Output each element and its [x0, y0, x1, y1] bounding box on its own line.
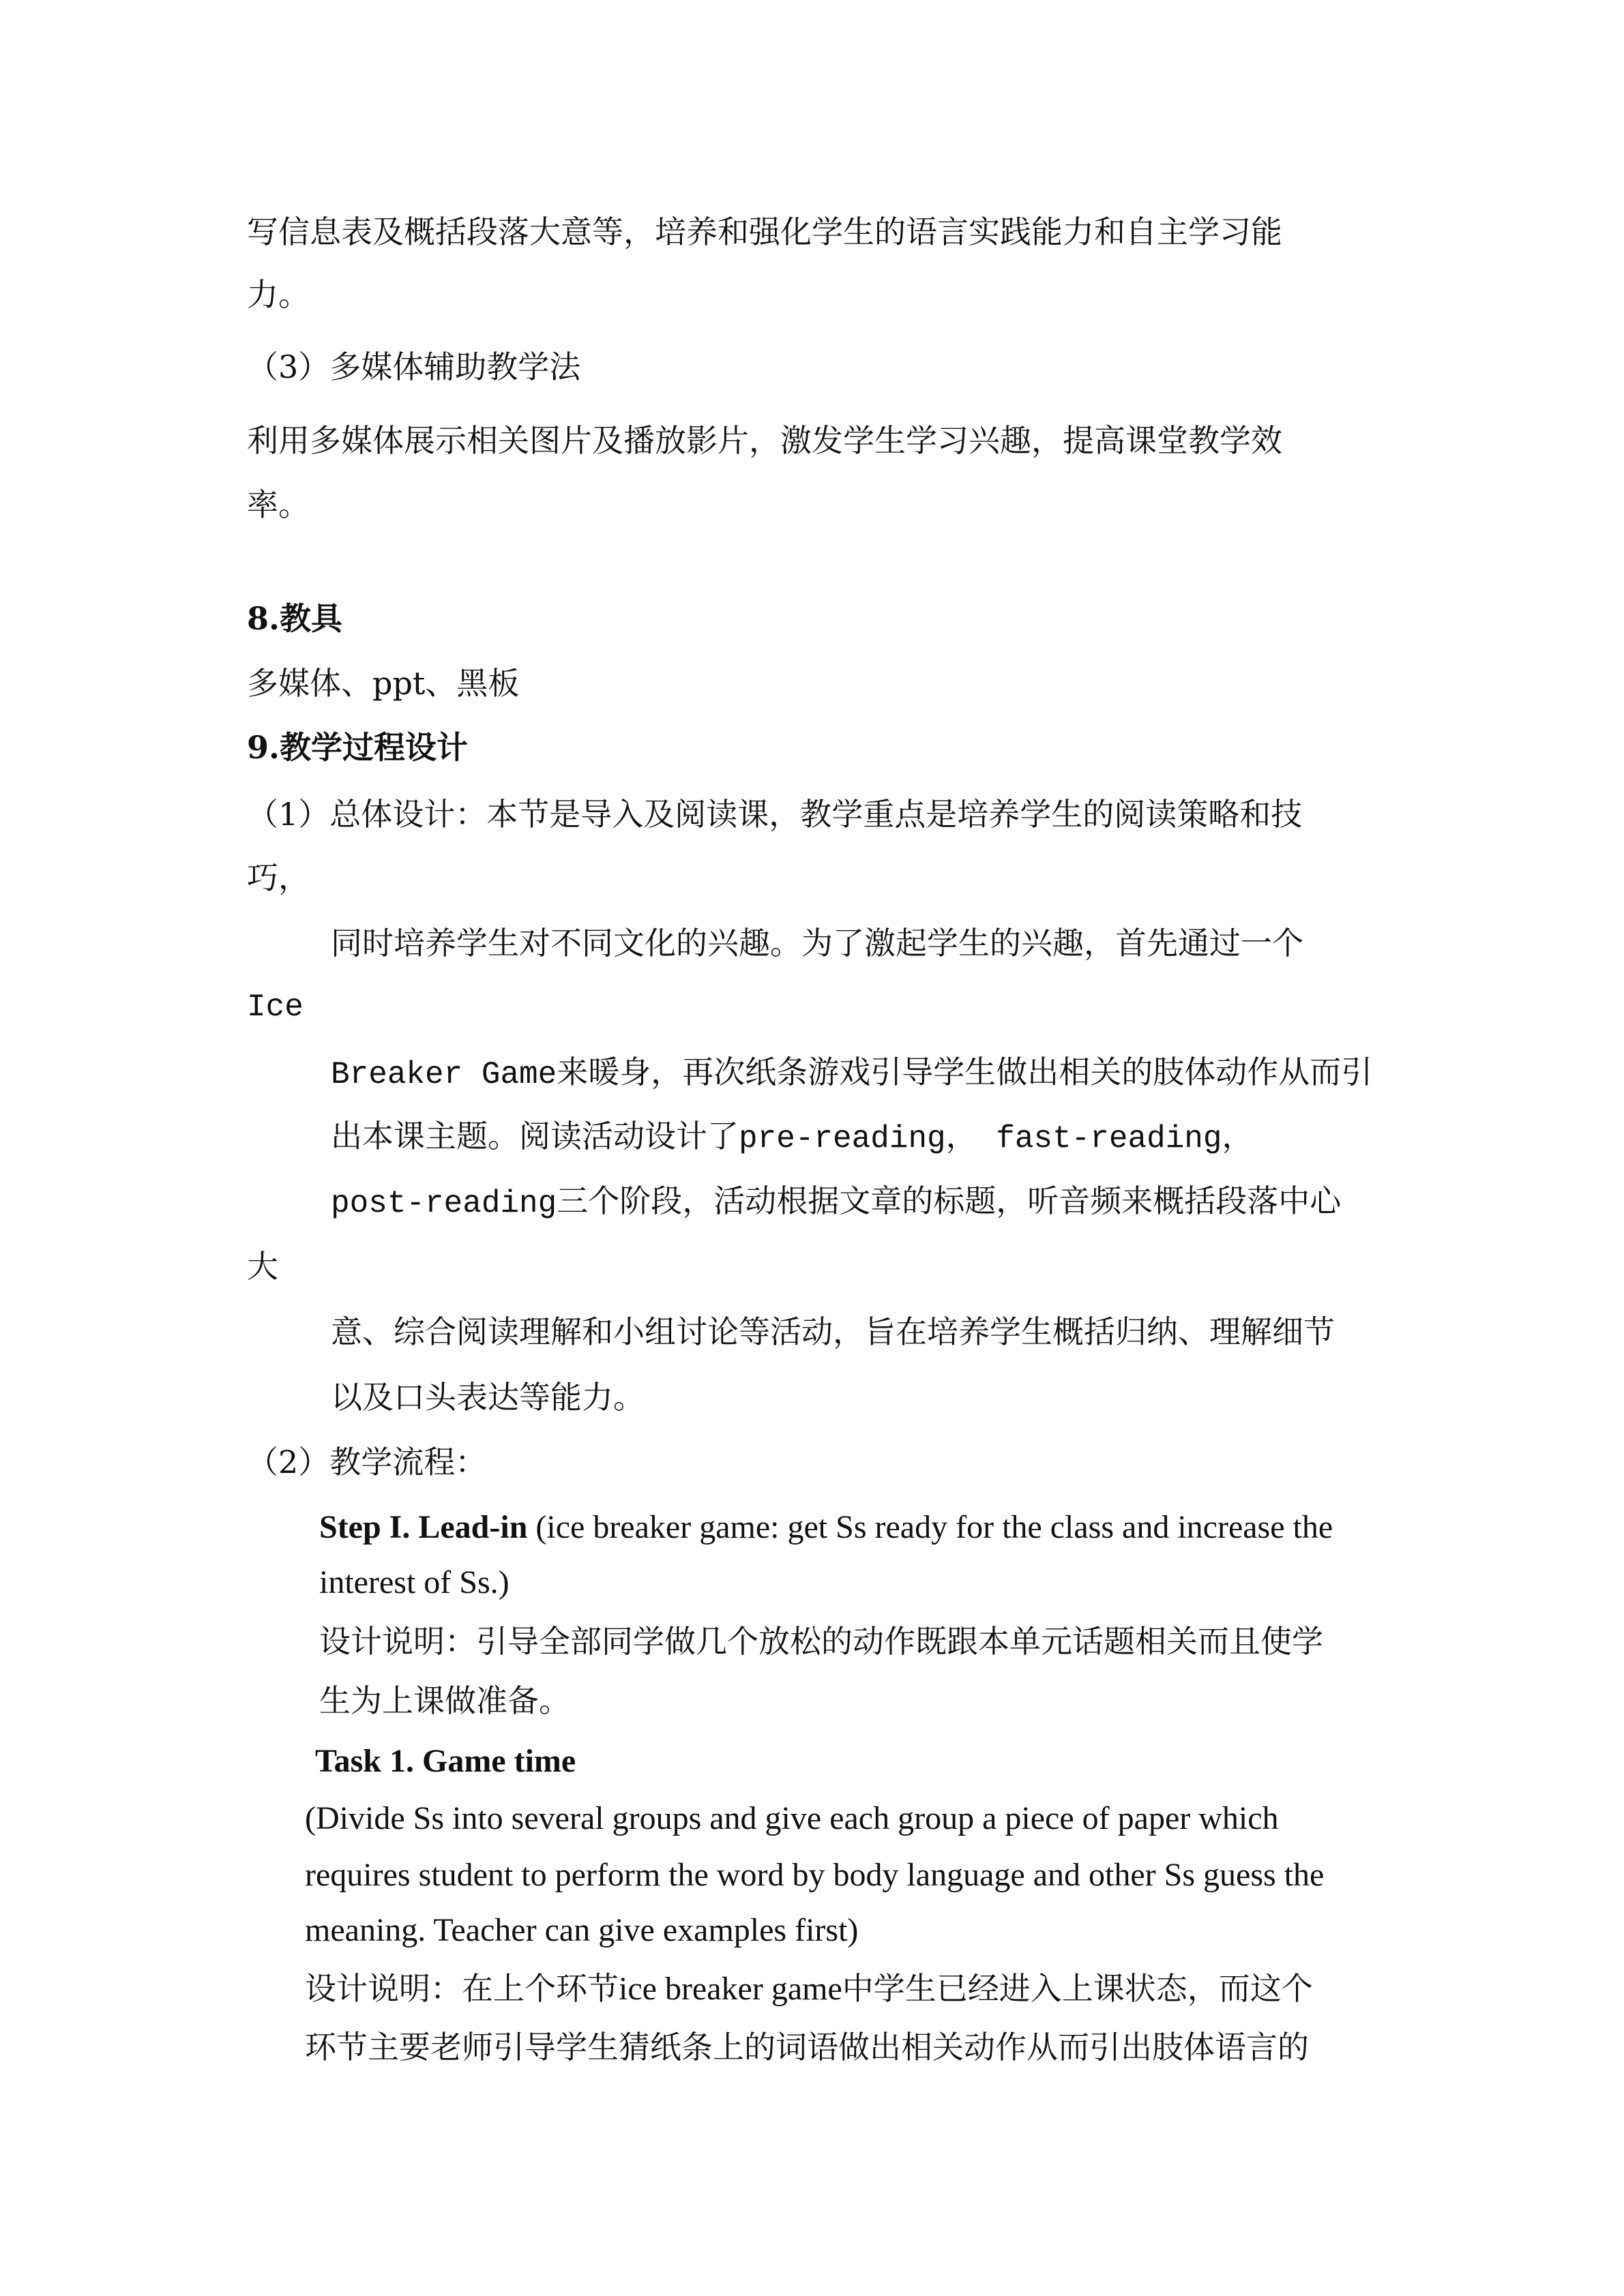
body-line-5: 多媒体、ppt、黑板 — [247, 665, 520, 702]
body-line-9: Ice — [247, 989, 304, 1025]
task-1-note-1-a: 设计说明：在上个环节 — [305, 1970, 619, 2007]
term-ice-breaker-game: ice breaker game — [619, 1971, 842, 2007]
term-breaker-game: Breaker Game — [331, 1057, 557, 1092]
body-line-2: 力。 — [247, 276, 310, 313]
body-line-13: 大 — [247, 1248, 278, 1285]
term-post-reading: post-reading — [331, 1186, 557, 1221]
task-1-title: Task 1. Game time — [315, 1743, 576, 1779]
body-line-6: （1）总体设计：本节是导入及阅读课，教学重点是培养学生的阅读策略和技 — [247, 796, 1303, 833]
step-1-note-1: 设计说明：引导全部同学做几个放松的动作既跟本单元话题相关而且使学 — [319, 1623, 1323, 1660]
subsection-multimedia: （3）多媒体辅助教学法 — [247, 348, 581, 385]
body-line-7: 巧， — [247, 859, 310, 896]
section-heading-9: 9.教学过程设计 — [247, 729, 469, 766]
step-1-title: Step I. Lead-in — [319, 1509, 528, 1545]
body-line-3: 利用多媒体展示相关图片及播放影片，激发学生学习兴趣，提高课堂教学效 — [247, 422, 1282, 459]
body-line-14: 意、综合阅读理解和小组讨论等活动，旨在培养学生概括归纳、理解细节 — [331, 1313, 1335, 1350]
body-line-12 — [331, 1180, 1341, 1224]
task-1-line-3: meaning. Teacher can give examples first) — [305, 1912, 859, 1948]
section-heading-8: 8.教具 — [247, 600, 343, 637]
body-line-10 — [331, 1052, 1372, 1095]
body-line-11-text: 出本课主题。阅读活动设计了 — [331, 1118, 739, 1154]
body-line-8: 同时培养学生对不同文化的兴趣。为了激起学生的兴趣，首先通过一个 — [331, 925, 1303, 961]
body-line-10-text: 来暖身，再次纸条游戏引导学生做出相关的肢体动作从而引 — [557, 1054, 1373, 1090]
term-reading-stages: pre-reading， fast-reading， — [739, 1121, 1254, 1157]
step-1-line-2: interest of Ss.) — [319, 1564, 510, 1600]
step-1-description: (ice breaker game: get Ss ready for the class and increase the — [527, 1509, 1333, 1545]
body-line-12-text: 三个阶段，活动根据文章的标题，听音频来概括段落中心 — [557, 1182, 1342, 1219]
task-1-note-1-c: 中学生已经进入上课状态，而这个 — [842, 1970, 1313, 2007]
body-line-4: 率。 — [247, 486, 310, 523]
task-1-note-1 — [305, 1968, 1313, 2010]
body-line-11 — [331, 1116, 1254, 1159]
subsection-teaching-process: （2）教学流程： — [247, 1444, 487, 1480]
body-line-1: 写信息表及概括段落大意等，培养和强化学生的语言实践能力和自主学习能 — [247, 213, 1282, 250]
body-line-15: 以及口头表达等能力。 — [331, 1379, 645, 1416]
task-1-note-2: 环节主要老师引导学生猜纸条上的词语做出相关动作从而引出肢体语言的 — [305, 2029, 1309, 2066]
task-1-line-1: (Divide Ss into several groups and give each group a piece of paper which — [305, 1800, 1279, 1836]
step-1-line-1 — [319, 1507, 1333, 1548]
task-1-line-2: requires student to perform the word by body language and other Ss guess the — [305, 1857, 1325, 1893]
step-1-note-2: 生为上课做准备。 — [319, 1682, 570, 1719]
